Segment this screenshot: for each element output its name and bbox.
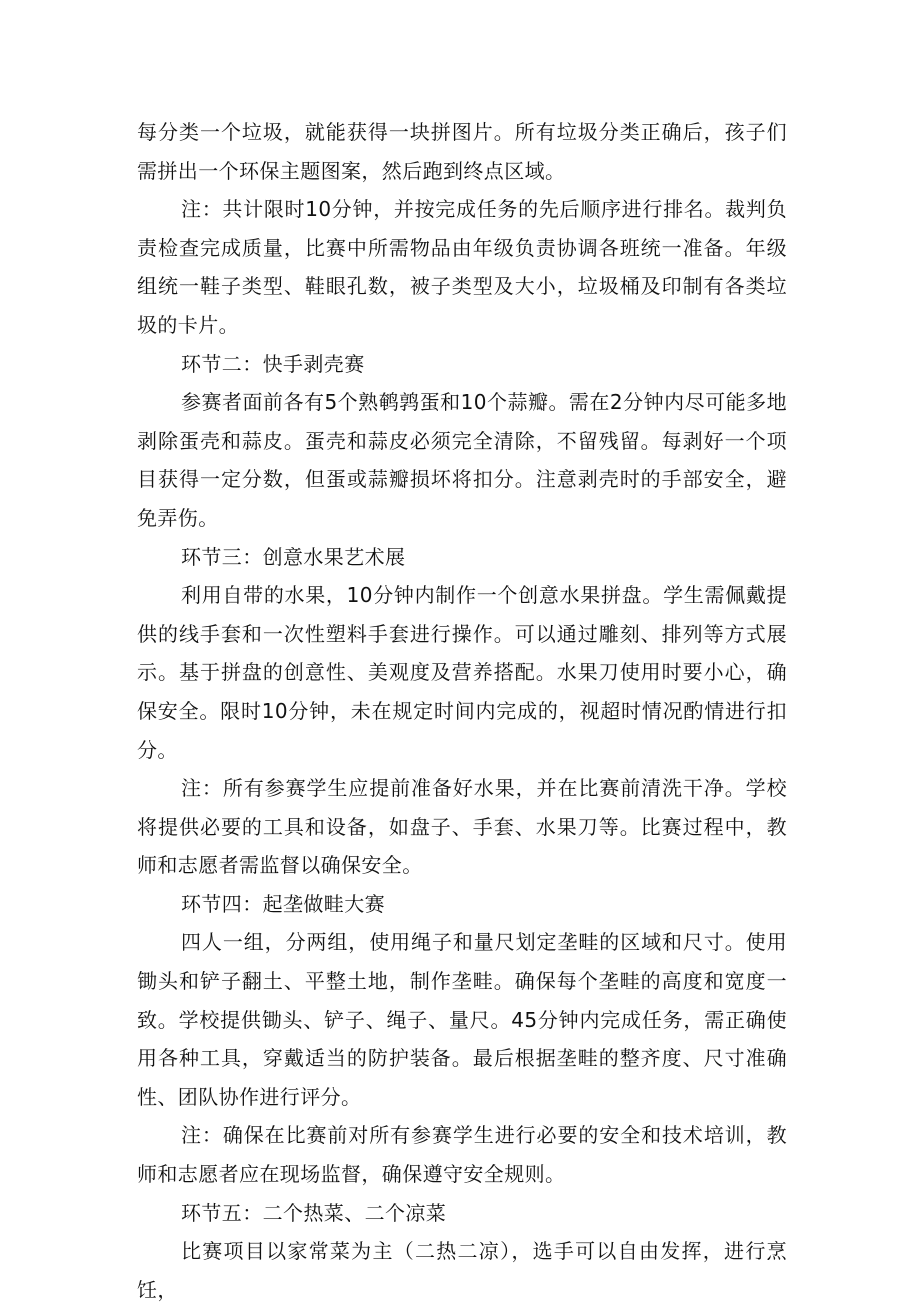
paragraph-garbage-sorting-continued: 每分类一个垃圾，就能获得一块拼图片。所有垃圾分类正确后，孩子们需拼出一个环保主题图案，然后跑到终点区域。 [137, 120, 787, 183]
note-section-three: 注：所有参赛学生应提前准备好水果，并在比赛前清洗干净。学校将提供必要的工具和设备，如盘子、手套、水果刀等。比赛过程中，教师和志愿者需监督以确保安全。 [137, 776, 787, 878]
section-heading-two: 环节二：快手剥壳赛 [181, 351, 365, 376]
document-body [137, 113, 787, 1309]
paragraph-cooking: 比赛项目以家常菜为主（二热二凉），选手可以自由发挥，进行烹饪， [137, 1239, 787, 1302]
note-section-one: 注：共计限时10分钟，并按完成任务的先后顺序进行排名。裁判负责检查完成质量，比赛中所需物品由年级负责协调各班统一准备。年级组统一鞋子类型、鞋眼孔数，被子类型及大小，垃圾桶及印制有各类垃圾的卡片。 [137, 197, 787, 337]
section-heading-five: 环节五：二个热菜、二个凉菜 [181, 1200, 447, 1225]
section-heading-four: 环节四：起垄做畦大赛 [181, 891, 385, 916]
paragraph-ridge-making: 四人一组，分两组，使用绳子和量尺划定垄畦的区域和尺寸。使用锄头和铲子翻土、平整土地，制作垄畦。确保每个垄畦的高度和宽度一致。学校提供锄头、铲子、绳子、量尺。45分钟内完成任务，需正确使用各种工具，穿戴适当的防护装备。最后根据垄畦的整齐度、尺寸准确性、团队协作进行评分。 [137, 930, 787, 1109]
paragraph-shelling-contest: 参赛者面前各有5个熟鹌鹑蛋和10个蒜瓣。需在2分钟内尽可能多地剥除蛋壳和蒜皮。蛋壳和蒜皮必须完全清除，不留残留。每剥好一个项目获得一定分数，但蛋或蒜瓣损坏将扣分。注意剥壳时的手部安全，避免弄伤。 [137, 390, 787, 530]
paragraph-fruit-art: 利用自带的水果，10分钟内制作一个创意水果拼盘。学生需佩戴提供的线手套和一次性塑料手套进行操作。可以通过雕刻、排列等方式展示。基于拼盘的创意性、美观度及营养搭配。水果刀使用时要小心，确保安全。限时10分钟，未在规定时间内完成的，视超时情况酌情进行扣分。 [137, 583, 787, 762]
section-heading-three: 环节三：创意水果艺术展 [181, 544, 406, 569]
note-section-four: 注：确保在比赛前对所有参赛学生进行必要的安全和技术培训，教师和志愿者应在现场监督，确保遵守安全规则。 [137, 1123, 787, 1187]
